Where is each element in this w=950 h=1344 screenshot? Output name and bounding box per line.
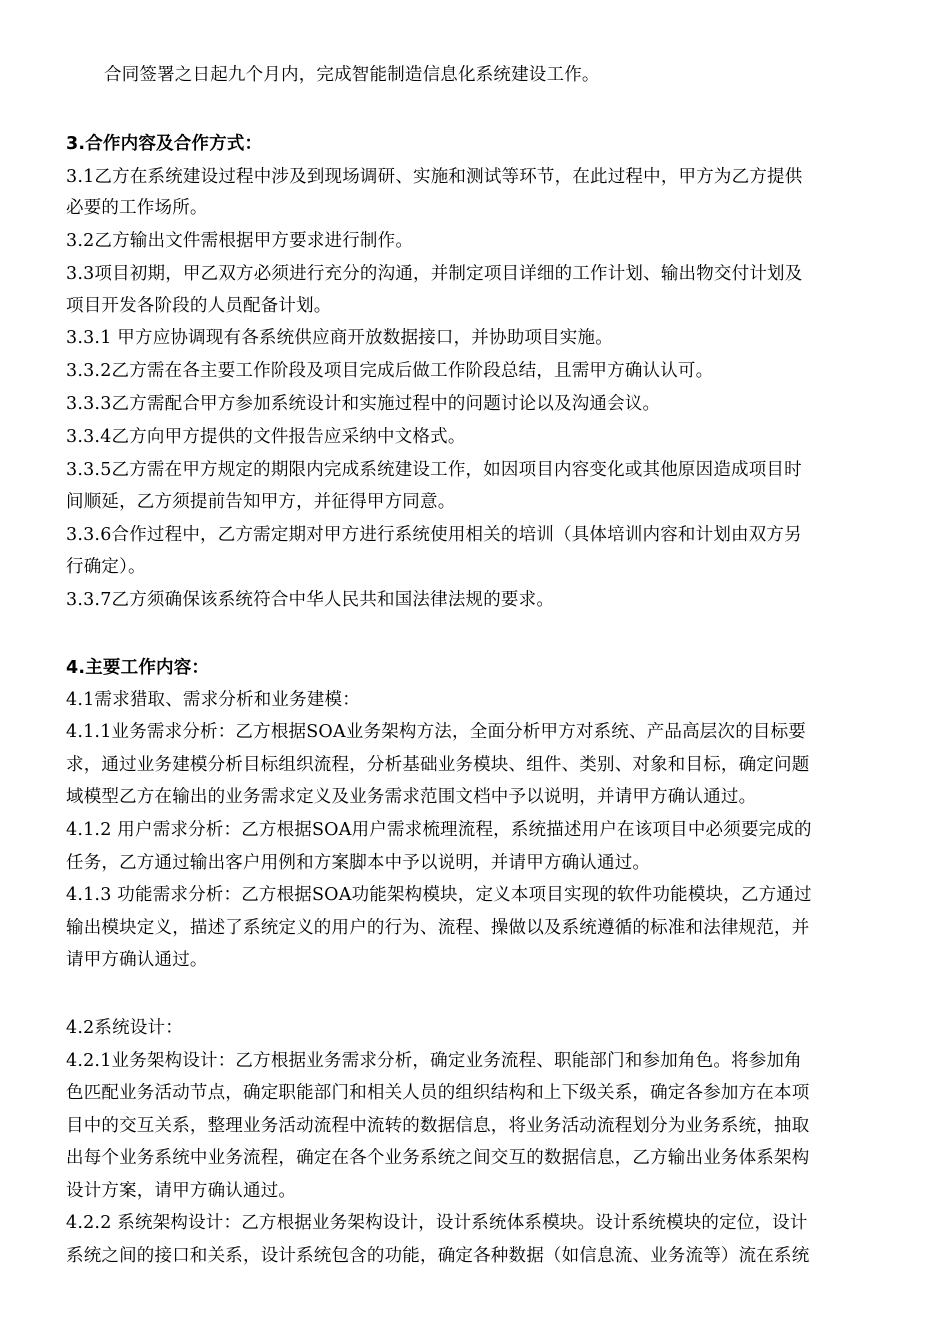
paragraph-line: 4.2.2 系统架构设计：乙方根据业务架构设计，设计系统体系模块。设计系统模块的定位，设计 [66,1213,808,1233]
paragraph-line: 4.2.1业务架构设计：乙方根据业务需求分析，确定业务流程、职能部门和参加角色。将参加角 [66,1051,802,1071]
paragraph-line: 出每个业务系统中业务流程，确定在各个业务系统之间交互的数据信息，乙方输出业务体系架构 [66,1148,810,1168]
paragraph-line: 必要的工作场所。 [66,198,208,218]
paragraph-line: 3.3.3乙方需配合甲方参加系统设计和实施过程中的问题讨论以及沟通会议。 [66,394,661,414]
paragraph-line: 3.3.4乙方向甲方提供的文件报告应采纳中文格式。 [66,427,466,447]
paragraph-line: 3.3.7乙方须确保该系统符合中华人民共和国法律法规的要求。 [66,590,555,610]
paragraph-line: 3.2乙方输出文件需根据甲方要求进行制作。 [66,231,414,251]
paragraph-line: 3.1乙方在系统建设过程中涉及到现场调研、实施和测试等环节，在此过程中，甲方为乙方提供 [66,167,803,187]
section-3-heading: 3.合作内容及合作方式： [66,134,263,154]
paragraph-line: 项目开发各阶段的人员配备计划。 [66,296,332,316]
paragraph-line: 3.3.5乙方需在甲方规定的期限内完成系统建设工作，如因项目内容变化或其他原因造成项目时 [66,460,802,480]
paragraph-line: 4.1需求猎取、需求分析和业务建模： [66,690,360,710]
paragraph-line: 间顺延，乙方须提前告知甲方，并征得甲方同意。 [66,492,456,512]
paragraph-line: 3.3.2乙方需在各主要工作阶段及项目完成后做工作阶段总结，且需甲方确认认可。 [66,361,714,381]
paragraph-line: 3.3.6合作过程中，乙方需定期对甲方进行系统使用相关的培训（具体培训内容和计划由双方另 [66,525,802,545]
paragraph-line: 系统之间的接口和关系，设计系统包含的功能，确定各种数据（如信息流、业务流等）流在系统 [66,1246,810,1266]
paragraph-line: 任务，乙方通过输出客户用例和方案脚本中予以说明，并请甲方确认通过。 [66,853,651,873]
paragraph-line: 输出模块定义，描述了系统定义的用户的行为、流程、操做以及系统遵循的标准和法律规范，并 [66,918,810,938]
paragraph-line: 设计方案，请甲方确认通过。 [66,1181,297,1201]
paragraph-line: 域模型乙方在输出的业务需求定义及业务需求范围文档中予以说明，并请甲方确认通过。 [66,787,757,807]
paragraph-line: 4.2系统设计： [66,1018,183,1038]
paragraph-line: 4.1.1业务需求分析：乙方根据SOA业务架构方法，全面分析甲方对系统、产品高层次的目标要 [66,722,806,742]
paragraph-line: 请甲方确认通过。 [66,950,208,970]
paragraph-line: 行确定）。 [66,557,146,577]
intro-paragraph: 合同签署之日起九个月内，完成智能制造信息化系统建设工作。 [104,65,600,85]
paragraph-line: 色匹配业务活动节点，确定职能部门和相关人员的组织结构和上下级关系，确定各参加方在本项 [66,1083,810,1103]
paragraph-line: 3.3.1 甲方应协调现有各系统供应商开放数据接口，并协助项目实施。 [66,328,613,348]
paragraph-line: 目中的交互关系，整理业务活动流程中流转的数据信息，将业务活动流程划分为业务系统，抽取 [66,1116,810,1136]
paragraph-line: 求，通过业务建模分析目标组织流程，分析基础业务模块、组件、类别、对象和目标，确定问题 [66,755,810,775]
section-4-heading: 4.主要工作内容： [66,658,210,678]
paragraph-line: 4.1.3 功能需求分析：乙方根据SOA功能架构模块，定义本项目实现的软件功能模块，乙方通过 [66,885,812,905]
paragraph-line: 3.3项目初期，甲乙双方必须进行充分的沟通，并制定项目详细的工作计划、输出物交付计划及 [66,264,803,284]
paragraph-line: 4.1.2 用户需求分析：乙方根据SOA用户需求梳理流程，系统描述用户在该项目中必须要完成的 [66,820,812,840]
